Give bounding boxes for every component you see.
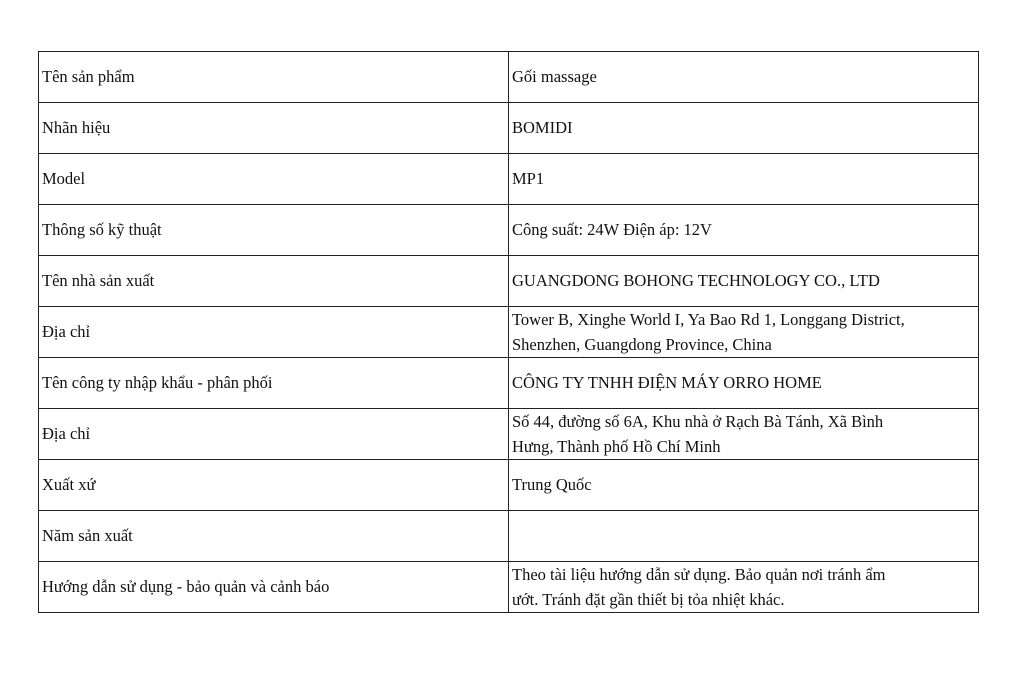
row-value: Gối massage [509, 52, 979, 103]
table-row [39, 358, 979, 409]
table-row [39, 52, 979, 103]
value-line: Tower B, Xinghe World I, Ya Bao Rd 1, Longgang District, [512, 310, 905, 329]
row-value: Công suất: 24W Điện áp: 12V [509, 205, 979, 256]
table-row [39, 562, 979, 613]
table-row [39, 154, 979, 205]
row-label: Tên công ty nhập khẩu - phân phối [39, 358, 509, 409]
row-label: Thông số kỹ thuật [39, 205, 509, 256]
value-line: Theo tài liệu hướng dẫn sử dụng. Bảo quản nơi tránh ẩm [512, 565, 886, 584]
row-label: Tên nhà sản xuất [39, 256, 509, 307]
row-label: Địa chỉ [39, 307, 509, 358]
table-row [39, 205, 979, 256]
row-value: MP1 [509, 154, 979, 205]
table-row [39, 307, 979, 358]
value-line: ướt. Tránh đặt gần thiết bị tỏa nhiệt khác. [512, 590, 785, 609]
row-value [509, 307, 979, 358]
value-line: Hưng, Thành phố Hồ Chí Minh [512, 437, 721, 456]
row-label: Hướng dẫn sử dụng - bảo quản và cảnh báo [39, 562, 509, 613]
row-value: CÔNG TY TNHH ĐIỆN MÁY ORRO HOME [509, 358, 979, 409]
row-value: Trung Quốc [509, 460, 979, 511]
row-label: Nhãn hiệu [39, 103, 509, 154]
value-line: Số 44, đường số 6A, Khu nhà ở Rạch Bà Tánh, Xã Bình [512, 412, 884, 431]
row-label: Xuất xứ [39, 460, 509, 511]
row-label: Địa chỉ [39, 409, 509, 460]
product-spec-table [38, 51, 979, 613]
table-row [39, 511, 979, 562]
table-row [39, 103, 979, 154]
row-value [509, 409, 979, 460]
row-value: BOMIDI [509, 103, 979, 154]
row-value [509, 511, 979, 562]
row-label: Tên sản phẩm [39, 52, 509, 103]
value-line: Shenzhen, Guangdong Province, China [512, 335, 772, 354]
row-label: Model [39, 154, 509, 205]
row-label: Năm sản xuất [39, 511, 509, 562]
table-row [39, 256, 979, 307]
table-row [39, 409, 979, 460]
row-value [509, 562, 979, 613]
row-value: GUANGDONG BOHONG TECHNOLOGY CO., LTD [509, 256, 979, 307]
table-row [39, 460, 979, 511]
